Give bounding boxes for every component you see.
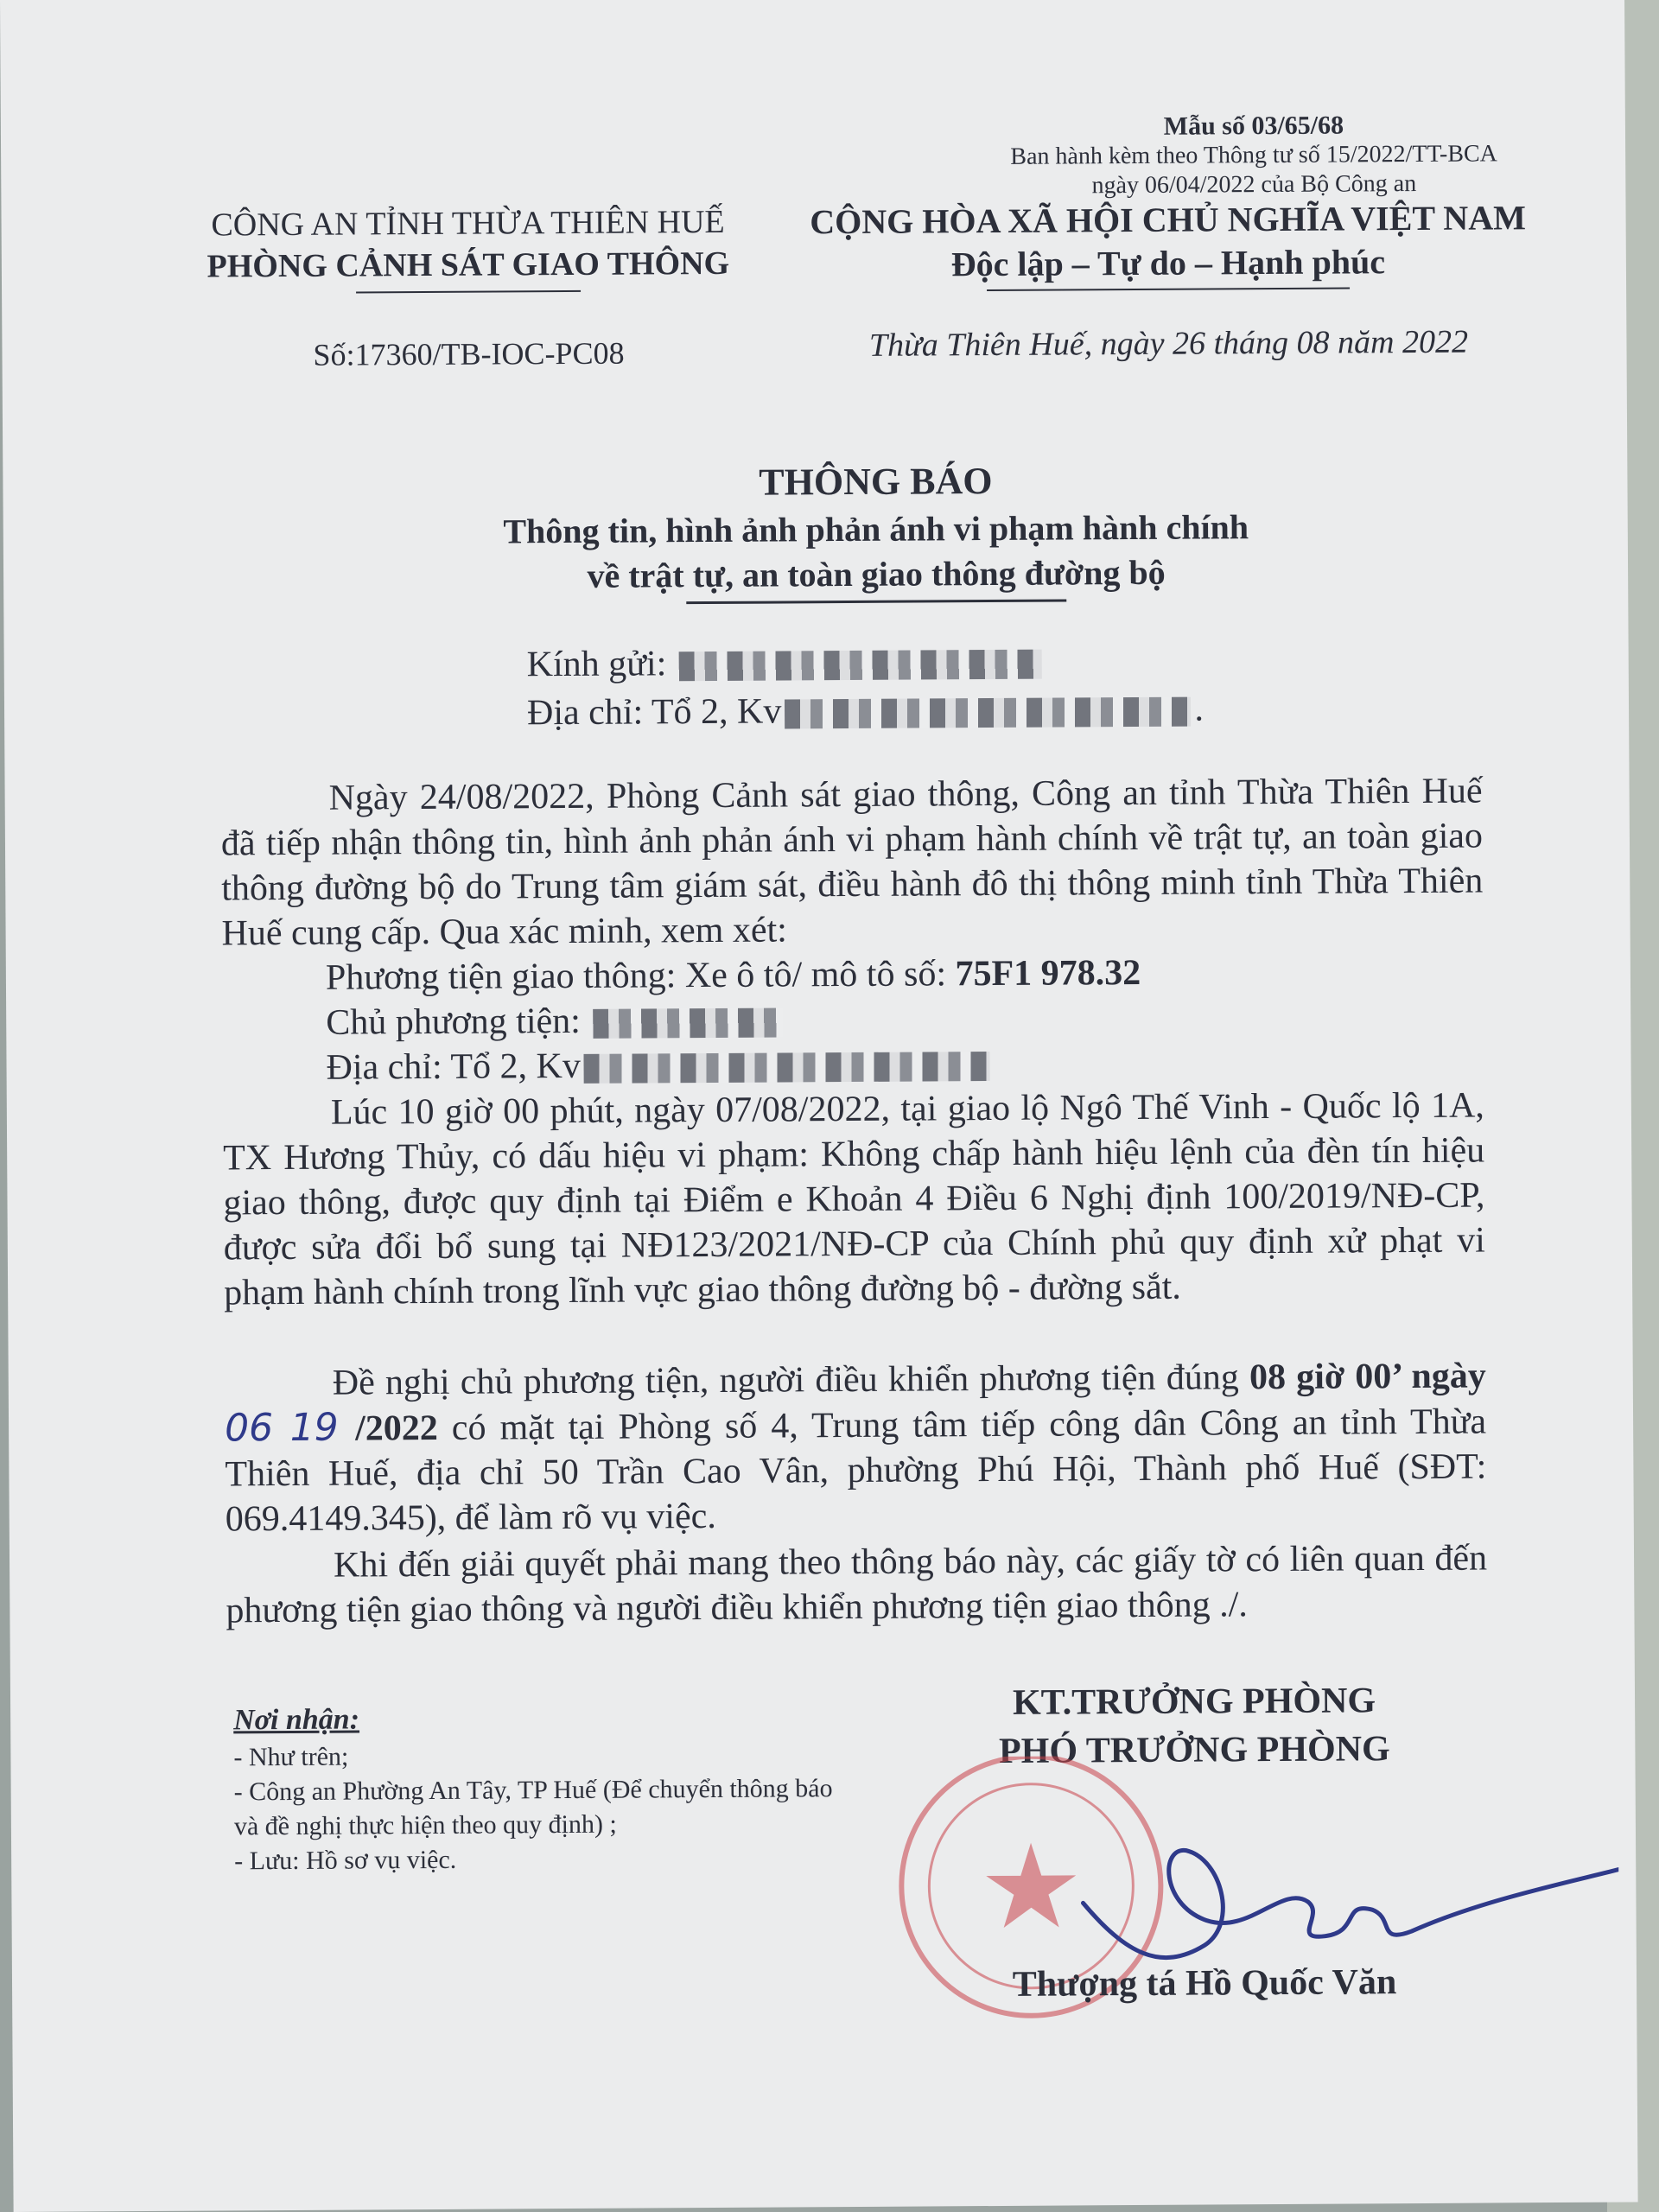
recipient-label: Kính gửi: bbox=[526, 644, 676, 685]
motto-underline bbox=[987, 287, 1350, 291]
p3-year: /2022 bbox=[354, 1408, 438, 1449]
recipient-address-end: . bbox=[1194, 689, 1205, 729]
recipient-address-line bbox=[527, 685, 1204, 738]
national-header bbox=[779, 196, 1557, 365]
document-number: Số:17360/TB-IOC-PC08 bbox=[313, 335, 625, 372]
p3-time: 08 giờ 00’ ngày bbox=[1249, 1356, 1486, 1398]
recipients-title: Nơi nhận: bbox=[233, 1703, 360, 1737]
body-paragraph-4: Khi đến giải quyết phải mang theo thông báo này, các giấy tờ có liên quan đến phương tiện giao thông và người điều khiển phương tiện giao thông ./. bbox=[226, 1538, 1488, 1631]
recipient-address-label: Địa chỉ: Tổ 2, Kv bbox=[526, 691, 782, 734]
notice-subtitle-2: về trật tự, an toàn giao thông đường bộ bbox=[587, 552, 1166, 595]
vehicle-line bbox=[326, 950, 1141, 1001]
agency-underline bbox=[356, 290, 581, 294]
recipient-item: - Như trên; bbox=[233, 1742, 349, 1772]
signature-title-2: PHÓ TRƯỞNG PHÒNG bbox=[998, 1729, 1390, 1771]
heading-underline bbox=[686, 599, 1066, 604]
form-issued-date: ngày 06/04/2022 của Bộ Công an bbox=[1091, 169, 1417, 200]
recipient-line bbox=[527, 637, 1204, 690]
agency-parent: CÔNG AN TỈNH THỪA THIÊN HUẾ bbox=[211, 203, 725, 244]
vehicle-plate: 75F1 978.32 bbox=[955, 952, 1141, 995]
notice-title: THÔNG BÁO bbox=[759, 459, 993, 504]
form-number: Mẫu số 03/65/68 bbox=[1163, 111, 1344, 141]
body-paragraph-3 bbox=[225, 1353, 1487, 1542]
national-title: CỘNG HÒA XÃ HỘI CHỦ NGHĨA VIỆT NAM bbox=[810, 198, 1527, 242]
signer-name: Thượng tá Hồ Quốc Văn bbox=[1012, 1962, 1397, 2005]
p3-rest: có mặt tại Phòng số 4, Trung tâm tiếp công dân Công an tỉnh Thừa Thiên Huế, địa chỉ 50 Trần Cao Vân, phường Phú Hội, Thành phố Huế (SĐT: 069.4149.345), để làm rõ vụ việc. bbox=[225, 1402, 1487, 1540]
detail-lines bbox=[326, 950, 1141, 1090]
owner-line bbox=[326, 995, 1141, 1046]
owner-address-line bbox=[326, 1040, 1141, 1090]
national-motto: Độc lập – Tự do – Hạnh phúc bbox=[950, 242, 1386, 284]
body-paragraph-2: Lúc 10 giờ 00 phút, ngày 07/08/2022, tại giao lộ Ngô Thế Vinh - Quốc lộ 1A, TX Hương Thủy, có dấu hiệu vi phạm: Không chấp hành hiệu lệnh của đèn tín hiệu giao thông, được quy định tại Điểm e Khoản 4 Điều 6 Nghị định 100/2019/NĐ-CP, được sửa đổi bổ sung tại NĐ123/2021/NĐ-CP của Chính phủ quy định xử phạt vi phạm hành chính trong lĩnh vực giao thông đường bộ - đường sắt. bbox=[223, 1085, 1485, 1313]
recipient-item: - Công an Phường An Tây, TP Huế (Để chuyển thông báo và đề nghị thực hiện theo quy định) ; bbox=[233, 1774, 833, 1841]
handwritten-date: 06 19 bbox=[224, 1405, 356, 1451]
form-issued-with: Ban hành kèm theo Thông tư số 15/2022/TT-BCA bbox=[1010, 140, 1497, 170]
redacted-recipient-address bbox=[785, 697, 1191, 729]
stamp-and-signature bbox=[874, 1753, 1619, 2051]
recipient-item: - Lưu: Hồ sơ vụ việc. bbox=[234, 1845, 457, 1876]
form-info bbox=[960, 110, 1548, 201]
vehicle-label: Phương tiện giao thông: Xe ô tô/ mô tô số: bbox=[325, 954, 956, 998]
recipients-block bbox=[233, 1697, 856, 1878]
handwritten-signature bbox=[1083, 1847, 1619, 1958]
body-paragraph-1: Ngày 24/08/2022, Phòng Cảnh sát giao thông, Công an tỉnh Thừa Thiên Huế đã tiếp nhận thông tin, hình ảnh phản ánh vi phạm hành chính về trật tự, an toàn giao thông đường bộ do Trung tâm giám sát, điều hành đô thị thông minh tỉnh Thừa Thiên Huế cung cấp. Qua xác minh, xem xét: bbox=[220, 771, 1484, 954]
redacted-owner-address bbox=[584, 1052, 990, 1084]
p3-start: Đề nghị chủ phương tiện, người điều khiển phương tiện đúng bbox=[332, 1357, 1250, 1403]
owner-label: Chủ phương tiện: bbox=[326, 1001, 590, 1043]
agency-block bbox=[156, 200, 779, 373]
recipient-block bbox=[527, 637, 1205, 738]
notice-subtitle-1: Thông tin, hình ảnh phản ánh vi phạm hành chính bbox=[503, 507, 1249, 551]
place-date: Thừa Thiên Huế, ngày 26 tháng 08 năm 2022 bbox=[868, 323, 1469, 364]
agency-name: PHÒNG CẢNH SÁT GIAO THÔNG bbox=[207, 245, 730, 285]
redacted-recipient-name bbox=[679, 650, 1042, 682]
signature-title-1: KT.TRƯỞNG PHÒNG bbox=[1012, 1681, 1376, 1723]
redacted-owner-name bbox=[593, 1008, 783, 1039]
notice-heading bbox=[262, 453, 1490, 607]
owner-address-label: Địa chỉ: Tổ 2, Kv bbox=[326, 1046, 582, 1088]
